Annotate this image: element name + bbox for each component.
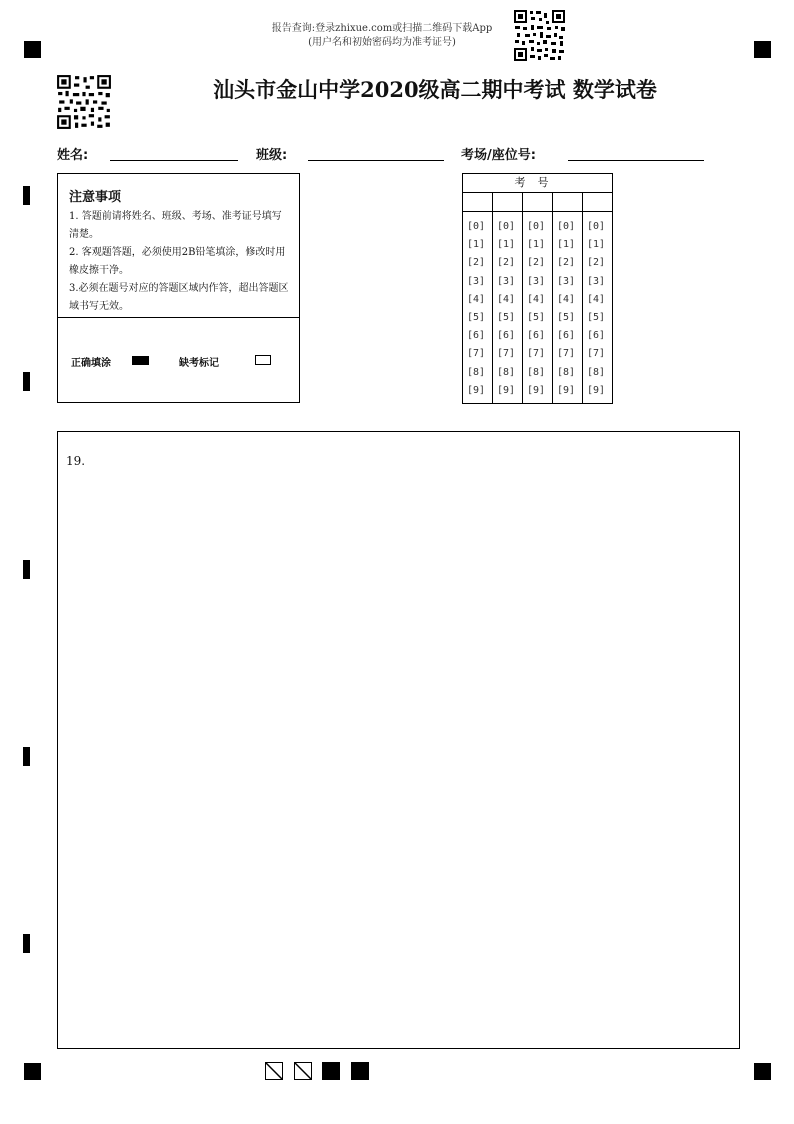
digit-bubble[interactable]: [9] [557,384,576,396]
digit-bubble[interactable]: [1] [557,239,576,251]
grid-divider [582,193,583,403]
page-mark-slash [294,1062,312,1080]
digit-bubble[interactable]: [2] [587,257,606,269]
timing-mark [23,186,30,205]
digit-bubble[interactable]: [4] [467,293,486,305]
digit-bubble[interactable]: [2] [497,257,516,269]
digit-bubble[interactable]: [7] [587,348,606,360]
notice-heading: 注意事项 [69,190,122,205]
digit-bubble[interactable]: [8] [467,366,486,378]
digit-bubble[interactable]: [9] [467,384,486,396]
notice-item: 3.必须在题号对应的答题区域内作答，超出答题区域书写无效。 [69,283,289,312]
grid-divider [522,193,523,403]
app-qr-code [513,9,566,62]
digit-bubble[interactable]: [4] [587,293,606,305]
digit-bubble[interactable]: [5] [497,312,516,323]
sheet-qr-code [56,74,112,130]
digit-bubble[interactable]: [1] [587,239,606,251]
notice-item: 2. 客观题答题，必须使用2B铅笔填涂，修改时用橡皮擦干净。 [69,247,286,276]
digit-bubble[interactable]: [5] [587,312,606,323]
digit-bubble[interactable]: [4] [527,293,546,305]
digit-bubble[interactable]: [6] [527,330,546,342]
report-notice-line1: 报告查询:登录zhixue.com或扫描二维码下载App [271,23,493,34]
digit-bubble[interactable]: [7] [467,348,486,360]
digit-bubble[interactable]: [0] [587,221,606,232]
class-field[interactable] [308,160,444,161]
digit-bubble[interactable]: [6] [557,330,576,342]
digit-bubble[interactable]: [3] [587,275,606,287]
digit-bubble[interactable]: [2] [557,257,576,269]
digit-bubble[interactable]: [8] [527,366,546,378]
seat-label: 考场/座位号: [461,148,536,163]
digit-bubble[interactable]: [3] [467,275,486,287]
digit-bubble[interactable]: [1] [497,239,516,251]
notice-body [69,208,291,316]
timing-mark [23,560,30,579]
answer-area[interactable] [57,431,740,1049]
registration-mark [24,1063,41,1080]
page-mark-filled [322,1062,340,1080]
digit-bubble[interactable]: [0] [527,221,546,232]
grid-divider [492,193,493,403]
digit-bubble[interactable]: [3] [497,275,516,287]
registration-mark [754,1063,771,1080]
digit-bubble[interactable]: [9] [587,384,606,396]
seat-field[interactable] [568,160,704,161]
absent-mark-box[interactable] [255,355,271,365]
report-notice-line2: (用户名和初始密码均为准考证号) [308,37,456,48]
digit-bubble[interactable]: [7] [527,348,546,360]
digit-bubble[interactable]: [7] [557,348,576,360]
digit-bubble[interactable]: [5] [467,312,486,323]
page-mark-slash [265,1062,283,1080]
name-label: 姓名: [57,148,89,163]
digit-bubble[interactable]: [9] [527,384,546,396]
digit-bubble[interactable]: [6] [587,330,606,342]
timing-mark [23,934,30,953]
digit-bubble[interactable]: [8] [497,366,516,378]
timing-mark [23,747,30,766]
exam-id-header: 考号 [463,174,612,193]
exam-title: 汕头市金山中学2020级高二期中考试 数学试卷 [213,77,657,102]
digit-bubble[interactable]: [7] [497,348,516,360]
digit-bubble[interactable]: [2] [527,257,546,269]
grid-divider [552,193,553,403]
digit-bubble[interactable]: [4] [557,293,576,305]
report-notice [0,22,794,50]
timing-mark [23,372,30,391]
digit-bubble[interactable]: [4] [497,293,516,305]
digit-bubble[interactable]: [0] [497,221,516,232]
legend-correct-label: 正确填涂 [71,358,111,369]
page-mark-filled [351,1062,369,1080]
digit-bubble[interactable]: [5] [557,312,576,323]
question-number: 19. [66,454,86,468]
digit-bubble[interactable]: [5] [527,312,546,323]
digit-bubble[interactable]: [6] [497,330,516,342]
digit-bubble[interactable]: [1] [527,239,546,251]
notice-item: 1. 答题前请将姓名、班级、考场、准考证号填写清楚。 [69,211,282,240]
legend-absent-label: 缺考标记 [179,358,219,369]
filled-mark-sample [132,356,149,365]
exam-id-grid [462,173,613,404]
digit-bubble[interactable]: [1] [467,239,486,251]
digit-bubble[interactable]: [8] [587,366,606,378]
digit-bubble[interactable]: [8] [557,366,576,378]
digit-bubble[interactable]: [0] [467,221,486,232]
class-label: 班级: [256,148,288,163]
digit-bubble[interactable]: [6] [467,330,486,342]
digit-bubble[interactable]: [9] [497,384,516,396]
digit-bubble[interactable]: [2] [467,257,486,269]
digit-bubble[interactable]: [0] [557,221,576,232]
digit-bubble[interactable]: [3] [527,275,546,287]
exam-id-write-row[interactable] [463,193,612,212]
notice-divider [58,317,299,318]
notice-box [57,173,300,403]
name-field[interactable] [110,160,238,161]
digit-bubble[interactable]: [3] [557,275,576,287]
